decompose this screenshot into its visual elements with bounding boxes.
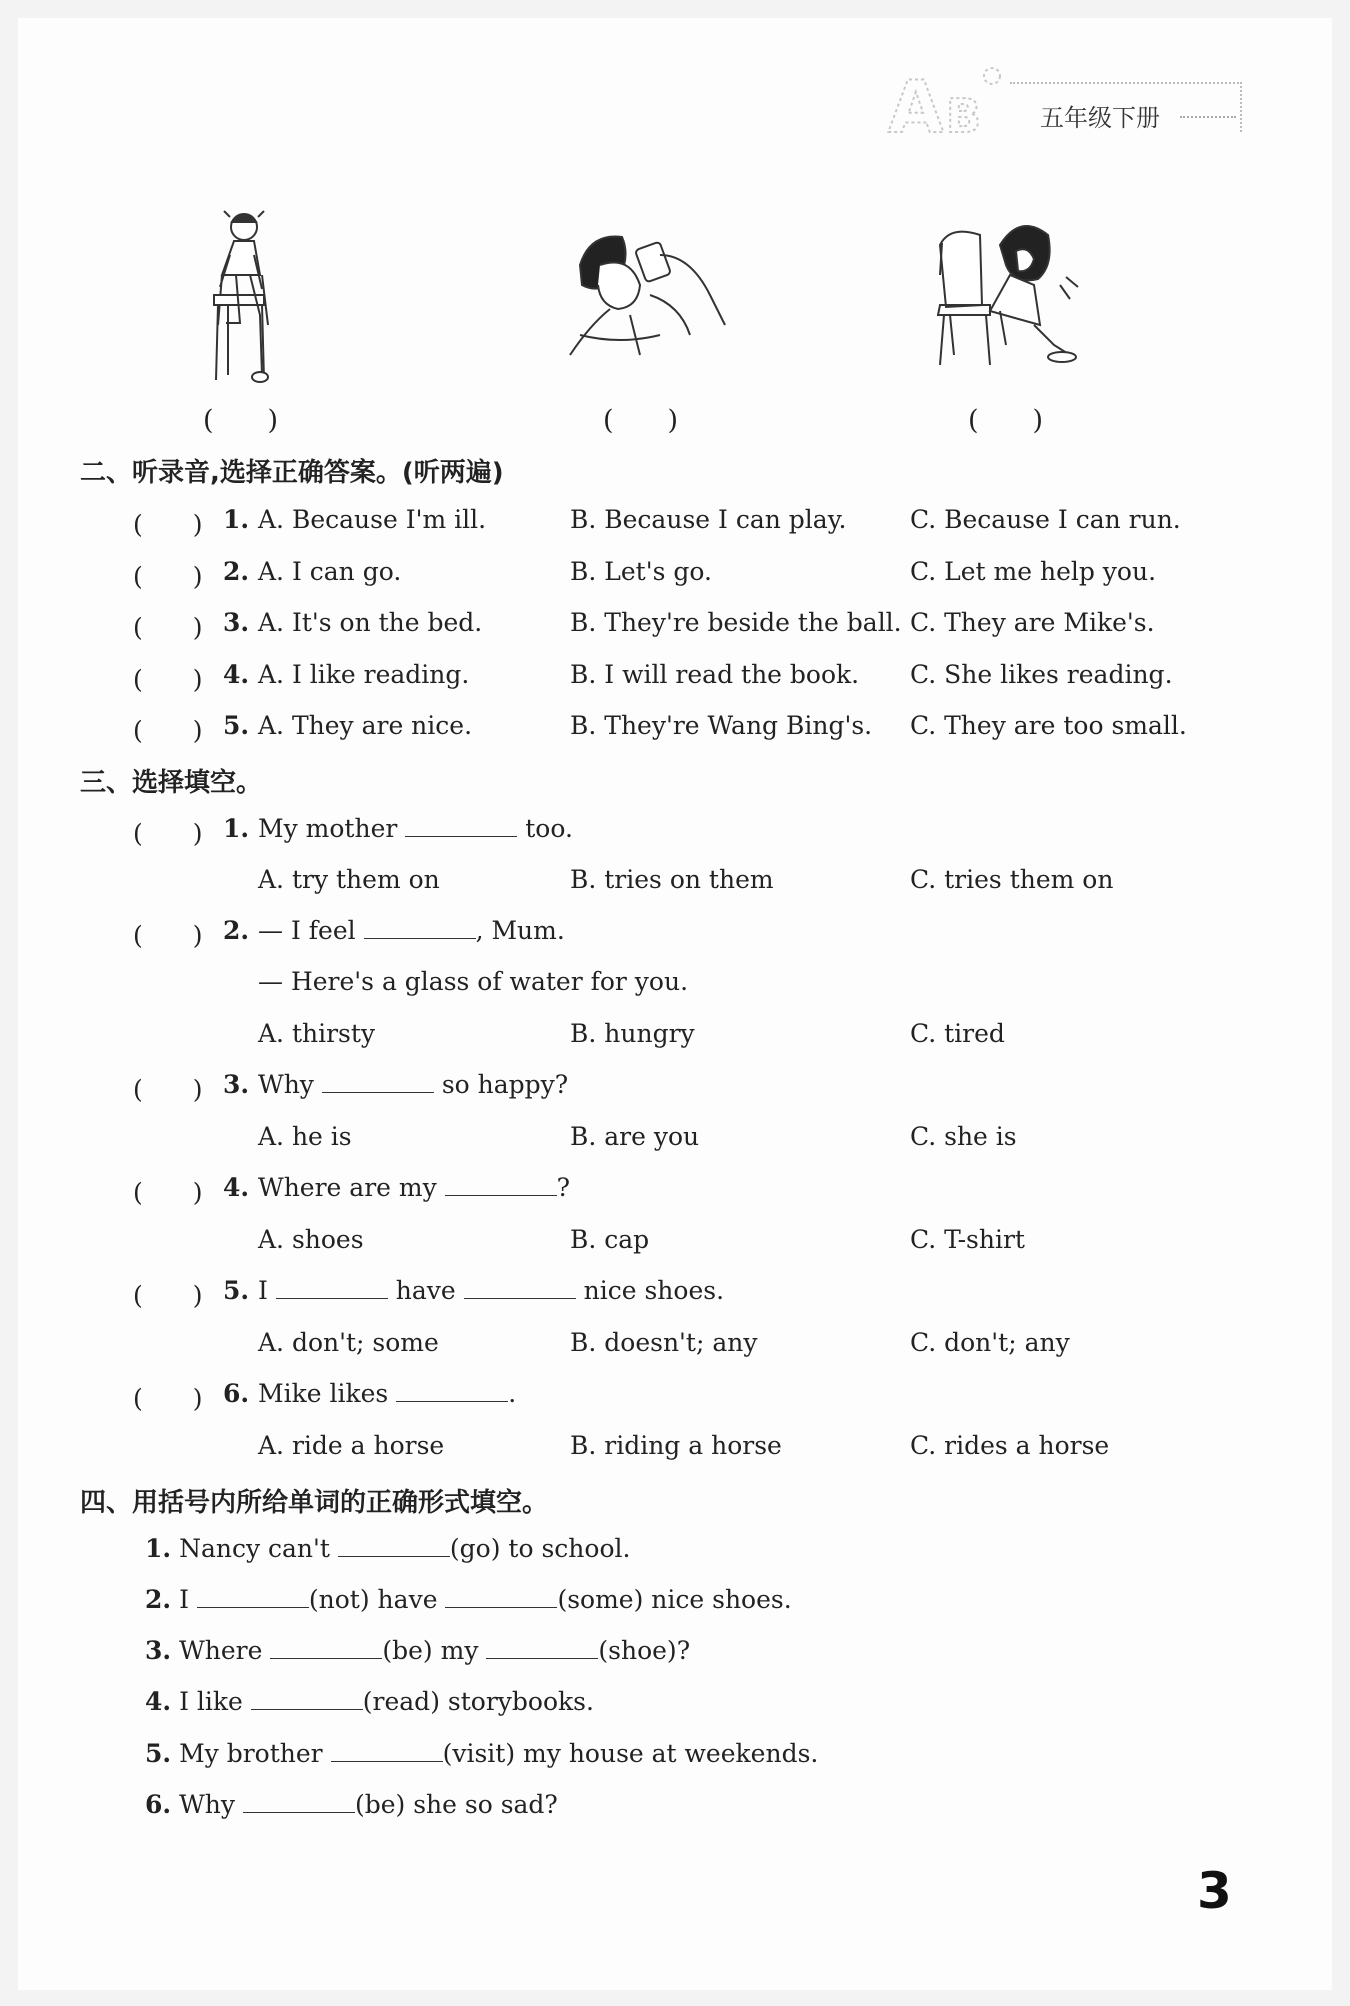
fill-item: [145, 1687, 594, 1716]
answer-blank[interactable]: [396, 1379, 508, 1402]
option-c: C. she is: [910, 1122, 1017, 1151]
stem-text: Why: [258, 1070, 314, 1099]
option-c: C. She likes reading.: [910, 660, 1173, 689]
item-text: (go) to school.: [449, 1534, 631, 1563]
option-b: B. are you: [570, 1122, 700, 1151]
stem-text: ?: [556, 1173, 571, 1202]
stem-text: have: [395, 1276, 456, 1305]
option-c: C. Because I can run.: [910, 505, 1181, 534]
option-a: A. try them on: [258, 865, 440, 894]
stem-text: too.: [525, 814, 573, 843]
stem-text: , Mum.: [475, 916, 565, 945]
item-number: 3.: [145, 1636, 172, 1665]
question-number: 6.: [223, 1379, 250, 1408]
answer-blank[interactable]: [243, 1790, 355, 1813]
option-c: C. T-shirt: [910, 1225, 1025, 1254]
question-stem: [258, 916, 565, 945]
option-b: B. They're beside the ball.: [570, 608, 902, 637]
item-text: (be) she so sad?: [354, 1790, 558, 1819]
answer-blank[interactable]: [405, 814, 517, 837]
option-b: B. Let's go.: [570, 557, 712, 586]
answer-bracket[interactable]: ( ): [133, 1178, 203, 1207]
option-c: C. tired: [910, 1019, 1005, 1048]
item-text: My brother: [179, 1739, 323, 1768]
question-number: 3.: [223, 1070, 250, 1099]
stem-text: .: [508, 1379, 517, 1408]
item-text: Nancy can't: [179, 1534, 330, 1563]
option-a: A. don't; some: [258, 1328, 439, 1357]
option-a: A. Because I'm ill.: [258, 505, 487, 534]
section-2-title: 二、听录音,选择正确答案。(听两遍): [80, 458, 504, 488]
answer-bracket[interactable]: ( ): [133, 716, 203, 745]
question-stem: [258, 1070, 568, 1099]
option-b: B. I will read the book.: [570, 660, 860, 689]
header-dots: [1180, 116, 1236, 118]
stem-text: I: [258, 1276, 268, 1305]
answer-blank[interactable]: [338, 1534, 450, 1557]
answer-bracket[interactable]: ( ): [133, 819, 203, 848]
option-c: C. don't; any: [910, 1328, 1070, 1357]
item-number: 4.: [145, 1687, 172, 1716]
option-c: C. Let me help you.: [910, 557, 1157, 586]
option-b: B. Because I can play.: [570, 505, 847, 534]
option-c: C. rides a horse: [910, 1431, 1110, 1460]
answer-blank[interactable]: [270, 1636, 382, 1659]
picture-answer-bracket-2[interactable]: ( ): [603, 405, 679, 436]
answer-blank[interactable]: [251, 1687, 363, 1710]
item-text: (shoe)?: [598, 1636, 691, 1665]
girl-trying-on-shoes-icon: [930, 215, 1100, 375]
option-b: B. hungry: [570, 1019, 695, 1048]
question-number: 4.: [223, 1173, 250, 1202]
fill-item: [145, 1790, 558, 1819]
item-text: Why: [179, 1790, 235, 1819]
answer-bracket[interactable]: ( ): [133, 1384, 203, 1413]
item-text: I: [179, 1585, 189, 1614]
answer-blank[interactable]: [197, 1585, 309, 1608]
stem-text: My mother: [258, 814, 398, 843]
item-text: (not) have: [308, 1585, 438, 1614]
option-a: A. he is: [258, 1122, 352, 1151]
answer-bracket[interactable]: ( ): [133, 665, 203, 694]
answer-blank[interactable]: [331, 1739, 443, 1762]
item-text: (visit) my house at weekends.: [442, 1739, 819, 1768]
option-c: C. They are Mike's.: [910, 608, 1155, 637]
question-number: 5.: [223, 1276, 250, 1305]
question-number: 1.: [223, 505, 250, 534]
item-text: (some) nice shoes.: [557, 1585, 792, 1614]
stem-text: Where are my: [258, 1173, 437, 1202]
answer-bracket[interactable]: ( ): [133, 510, 203, 539]
fill-item: [145, 1739, 818, 1768]
question-number: 2.: [223, 557, 250, 586]
svg-text:B: B: [946, 89, 982, 140]
answer-bracket[interactable]: ( ): [133, 921, 203, 950]
fill-item: [145, 1636, 690, 1665]
item-number: 5.: [145, 1739, 172, 1768]
boy-drinking-icon: [560, 225, 730, 365]
fill-item: [145, 1534, 630, 1563]
answer-blank[interactable]: [322, 1070, 434, 1093]
question-stem: [258, 1173, 570, 1202]
option-b: B. doesn't; any: [570, 1328, 758, 1357]
item-text: Where: [179, 1636, 263, 1665]
stem-text: so happy?: [441, 1070, 569, 1099]
question-number: 5.: [223, 711, 250, 740]
question-stem: [258, 814, 573, 843]
page-number: 3: [1197, 1862, 1232, 1920]
grade-label: 五年级下册: [1040, 104, 1160, 132]
option-a: A. I like reading.: [258, 660, 470, 689]
section-4-title: 四、用括号内所给单词的正确形式填空。: [80, 1488, 549, 1518]
stem-text: nice shoes.: [583, 1276, 725, 1305]
option-a: A. ride a horse: [258, 1431, 445, 1460]
picture-answer-bracket-1[interactable]: ( ): [203, 405, 279, 436]
option-a: A. shoes: [258, 1225, 364, 1254]
item-number: 1.: [145, 1534, 172, 1563]
question-stem: [258, 1379, 516, 1408]
picture-answer-bracket-3[interactable]: ( ): [968, 405, 1044, 436]
stem-text: — I feel: [258, 916, 356, 945]
option-a: A. It's on the bed.: [258, 608, 483, 637]
option-b: B. riding a horse: [570, 1431, 782, 1460]
option-c: C. They are too small.: [910, 711, 1187, 740]
ab-logo-icon: [880, 60, 1010, 140]
option-b: B. tries on them: [570, 865, 774, 894]
svg-text:A: A: [888, 65, 944, 140]
answer-blank[interactable]: [486, 1636, 598, 1659]
item-number: 2.: [145, 1585, 172, 1614]
option-a: A. I can go.: [258, 557, 402, 586]
question-number: 1.: [223, 814, 250, 843]
item-text: (be) my: [382, 1636, 479, 1665]
question-stem-line2: — Here's a glass of water for you.: [258, 967, 689, 996]
answer-blank[interactable]: [276, 1276, 388, 1299]
option-a: A. thirsty: [258, 1019, 376, 1048]
question-number: 4.: [223, 660, 250, 689]
fill-item: [145, 1585, 792, 1614]
option-a: A. They are nice.: [258, 711, 473, 740]
section-3-title: 三、选择填空。: [80, 768, 263, 798]
item-text: (read) storybooks.: [362, 1687, 594, 1716]
answer-blank[interactable]: [464, 1276, 576, 1299]
question-number: 2.: [223, 916, 250, 945]
girl-sitting-tying-shoe-icon: [200, 205, 290, 385]
item-number: 6.: [145, 1790, 172, 1819]
question-number: 3.: [223, 608, 250, 637]
answer-blank[interactable]: [364, 916, 476, 939]
item-text: I like: [179, 1687, 243, 1716]
question-stem: [258, 1276, 724, 1305]
option-b: B. cap: [570, 1225, 650, 1254]
option-c: C. tries them on: [910, 865, 1114, 894]
answer-blank[interactable]: [445, 1585, 557, 1608]
option-b: B. They're Wang Bing's.: [570, 711, 873, 740]
answer-bracket[interactable]: ( ): [133, 613, 203, 642]
stem-text: Mike likes: [258, 1379, 389, 1408]
answer-bracket[interactable]: ( ): [133, 1281, 203, 1310]
answer-bracket[interactable]: ( ): [133, 562, 203, 591]
answer-bracket[interactable]: ( ): [133, 1075, 203, 1104]
answer-blank[interactable]: [445, 1173, 557, 1196]
